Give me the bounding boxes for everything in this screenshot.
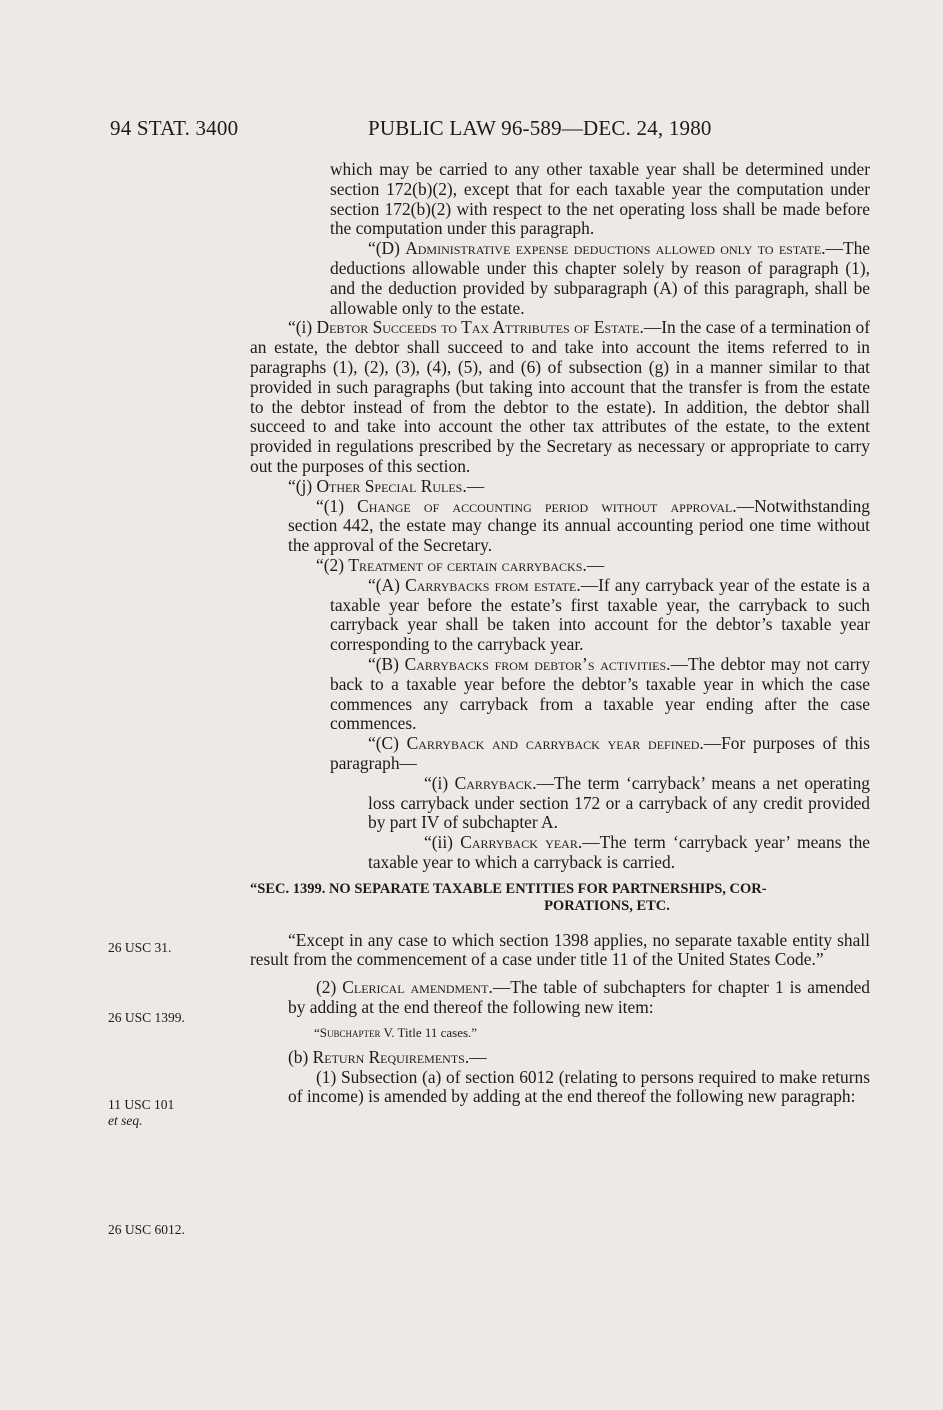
subsection-j-text: — xyxy=(466,475,485,496)
clerical-amendment xyxy=(250,978,870,1018)
paragraph-j-1-text: —Notwithstanding section 442, the estate may change its annual accounting period one time without the approval of the Secretary. xyxy=(288,495,870,556)
subsection-b-paragraph-1: (1) Subsection (a) of section 6012 (relating to persons required to make returns of income) is amended by adding at the end thereof the following new paragraph: xyxy=(288,1066,870,1107)
paragraph-d xyxy=(250,239,870,318)
subparagraph-c-text: —For purposes of this paragraph— xyxy=(330,733,870,773)
section-1399-heading-line2: PORATIONS, ETC. xyxy=(544,897,670,914)
clause-c-ii-lead: “(ii) xyxy=(424,832,461,853)
public-law-heading: PUBLIC LAW 96-589—DEC. 24, 1980 xyxy=(368,116,712,140)
clerical-amendment-lead: (2) xyxy=(316,977,343,998)
subparagraph-a-lead: “(A) xyxy=(368,574,406,595)
text-column xyxy=(250,160,870,1107)
subparagraph-c-lead: “(C) xyxy=(368,733,407,754)
subsection-b-text: — xyxy=(469,1046,487,1067)
paragraph-j-1 xyxy=(250,497,870,556)
section-1399-heading-line1: “SEC. 1399. NO SEPARATE TAXABLE ENTITIES FOR PARTNERSHIPS, COR- xyxy=(250,880,767,897)
subsection-b-lead: (b) xyxy=(288,1046,313,1067)
subsection-i-lead: “(i) xyxy=(288,317,317,338)
margin-note-11-usc-101 xyxy=(108,1097,174,1129)
subsection-i-text: —In the case of a termination of an estate, the debtor shall succeed to and take into account the items referred to in paragraphs (1), (2), (3), (4), (5), and (6) of subsection (g) in a manner similar to that provided in such paragraphs (but taking into account that the transfer is from the estate to the debtor instead of from the debtor to the estate). In addition, the debtor shall succeed to and take into account the other tax attributes of the estate, to the extent provided in regulations prescribed by the Secretary as necessary or appropriate to carry out the purposes of this section. xyxy=(250,317,871,476)
subparagraph-b xyxy=(250,655,870,734)
paragraph-d-lead: “(D) xyxy=(368,238,406,259)
paragraph-j-2-heading: Treatment of certain carrybacks. xyxy=(348,554,587,575)
subparagraph-a-heading: Carrybacks from estate. xyxy=(405,574,581,595)
subsection-b xyxy=(250,1048,870,1068)
table-item-text: V. Title 11 cases.” xyxy=(380,1024,478,1040)
subparagraph-a xyxy=(250,576,870,655)
clause-c-i xyxy=(250,774,870,833)
paragraph-continuation: which may be carried to any other taxable year shall be determined under section 172(b)(2), except that for each taxable year the computation under section 172(b)(2) with respect to the net operating loss shall be made before the computation under this paragraph. xyxy=(330,159,870,239)
subparagraph-c-heading: Carryback and carryback year defined. xyxy=(406,733,704,754)
paragraph-j-2-lead: “(2) xyxy=(316,554,349,575)
stat-page-number: 94 STAT. 3400 xyxy=(110,116,239,140)
section-1399-heading xyxy=(250,881,870,915)
margin-note-et-seq: et seq. xyxy=(108,1113,143,1128)
subparagraph-a-text: —If any carryback year of the estate is a taxable year before the estate’s first taxable year, the carryback to such carryback year shall be taken into account for the debtor’s taxable year corresponding to the carryback year. xyxy=(330,574,870,655)
section-1399-text: “Except in any case to which section 1398 applies, no separate taxable entity shall result from the commencement of a case under title 11 of the United States Code.” xyxy=(250,929,870,970)
subsection-b-heading: Return Requirements. xyxy=(312,1046,470,1067)
paragraph-d-text: —The deductions allowable under this chapter solely by reason of paragraph (1), and the deduction provided by subparagraph (A) of this paragraph, shall be allowable only to the estate. xyxy=(330,238,871,318)
subsection-i-heading: Debtor Succeeds to Tax Attributes of Estate. xyxy=(316,317,644,338)
clause-c-i-text: —The term ‘carryback’ means a net operating loss carryback under section 172 or a carryback of any credit provided by part IV of subchapter A. xyxy=(368,772,870,833)
paragraph-j-2-text: — xyxy=(586,554,605,575)
subparagraph-b-text: —The debtor may not carry back to a taxable year before the debtor’s taxable year in which the case commences any carryback from a taxable year ending after the case commences. xyxy=(330,653,871,734)
subsection-j-heading: Other Special Rules. xyxy=(316,475,467,496)
clause-c-i-lead: “(i) xyxy=(424,772,455,793)
table-item xyxy=(250,1024,870,1042)
paragraph-d-heading: Administrative expense deductions allowed only to estate. xyxy=(405,238,826,259)
subsection-j xyxy=(250,477,870,497)
paragraph-j-1-heading: Change of accounting period without approval. xyxy=(357,495,737,516)
subparagraph-b-heading: Carrybacks from debtor’s activities. xyxy=(404,653,671,674)
clerical-amendment-heading: Clerical amendment. xyxy=(342,977,493,998)
margin-note-26-usc-1399: 26 USC 1399. xyxy=(108,1010,185,1025)
margin-note-26-usc-6012: 26 USC 6012. xyxy=(108,1222,185,1237)
clause-c-ii xyxy=(250,833,870,873)
clerical-amendment-text: —The table of subchapters for chapter 1 is amended by adding at the end thereof the following new item: xyxy=(288,977,870,1018)
clause-c-ii-text: —The term ‘carryback year’ means the taxable year to which a carryback is carried. xyxy=(368,832,870,872)
subparagraph-b-lead: “(B) xyxy=(368,653,405,674)
subsection-i xyxy=(250,318,870,476)
subsection-j-lead: “(j) xyxy=(288,475,317,496)
paragraph-j-2 xyxy=(250,556,870,576)
margin-note-11-usc-101-line1: 11 USC 101 xyxy=(108,1097,175,1112)
clause-c-ii-heading: Carryback year. xyxy=(460,832,583,853)
margin-note-26-usc-31: 26 USC 31. xyxy=(108,940,172,955)
paragraph-j-1-lead: “(1) xyxy=(316,495,358,516)
clause-c-i-heading: Carryback. xyxy=(454,772,537,793)
subparagraph-c xyxy=(250,734,870,774)
table-item-heading: “Subchapter xyxy=(314,1024,381,1040)
